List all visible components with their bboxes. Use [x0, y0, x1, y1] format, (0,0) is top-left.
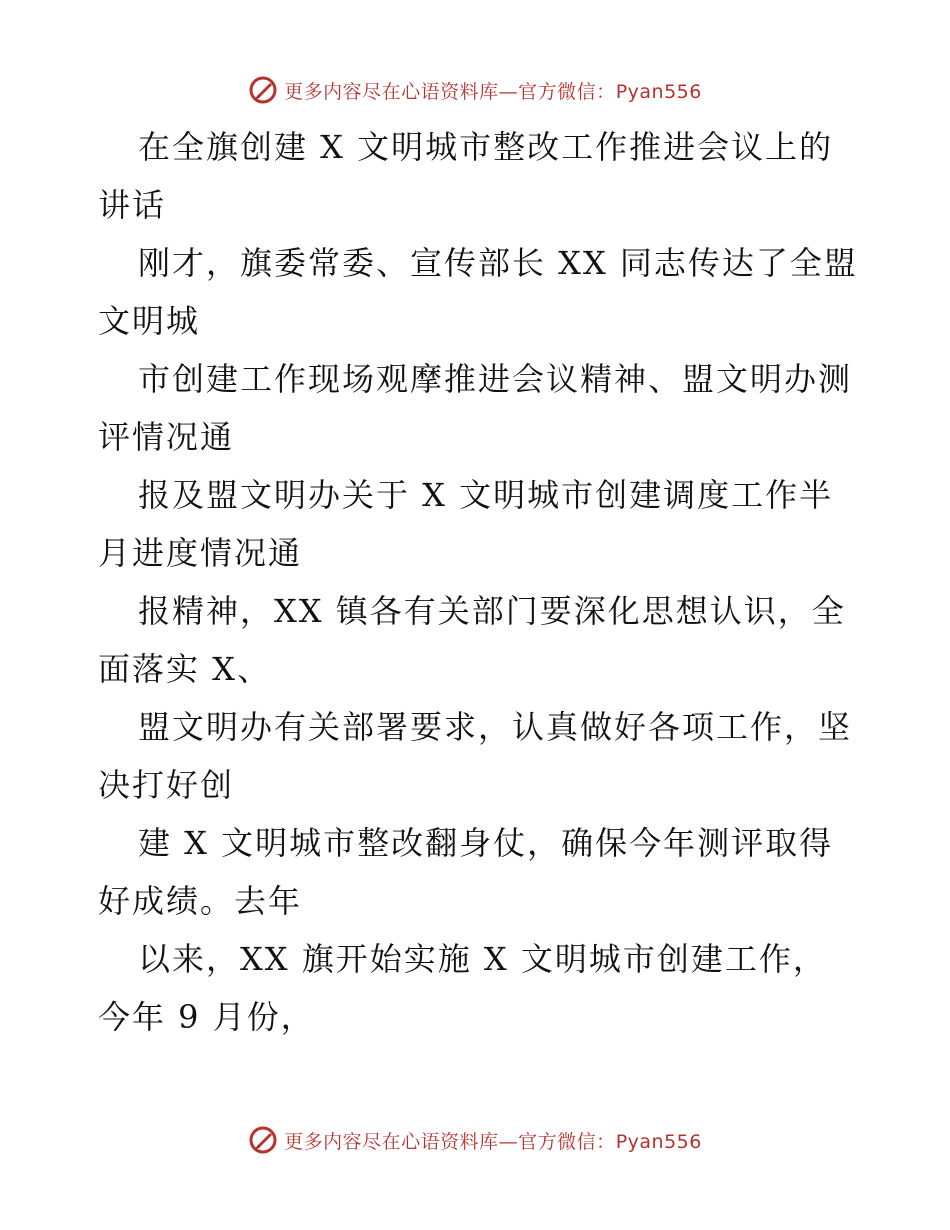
watermark-separator: —: [498, 1130, 519, 1153]
paragraph: 以来，XX 旗开始实施 X 文明城市创建工作，今年 9 月份，: [98, 940, 827, 1036]
paragraph: 建 X 文明城市整改翻身仗，确保今年测评取得好成绩。去年: [98, 824, 834, 920]
paragraph: 市创建工作现场观摩推进会议精神、盟文明办测评情况通: [98, 360, 853, 456]
watermark-wechat-id: Pyan556: [615, 80, 702, 103]
paragraph: 报精神，XX 镇各有关部门要深化思想认识，全面落实 X、: [98, 592, 846, 688]
document-body: [98, 118, 858, 1046]
footer-watermark: [0, 1120, 950, 1160]
header-watermark: [0, 70, 950, 110]
watermark-separator: —: [498, 80, 519, 103]
paragraph: 刚才，旗委常委、宣传部长 XX 同志传达了全盟文明城: [98, 244, 858, 340]
quill-logo-icon: [248, 1125, 278, 1155]
watermark-wechat-label: 官方微信：: [518, 1130, 616, 1153]
paragraph: 报及盟文明办关于 X 文明城市创建调度工作半月进度情况通: [98, 476, 834, 572]
watermark-text: [284, 1127, 702, 1154]
watermark-slogan: 更多内容尽在心语资料库: [284, 1130, 499, 1153]
watermark-wechat-id: Pyan556: [615, 1130, 702, 1153]
paragraph-title: 在全旗创建 X 文明城市整改工作推进会议上的讲话: [98, 128, 834, 224]
watermark-text: [284, 77, 702, 104]
watermark-slogan: 更多内容尽在心语资料库: [284, 80, 499, 103]
quill-logo-icon: [248, 75, 278, 105]
watermark-wechat-label: 官方微信：: [518, 80, 616, 103]
paragraph: 盟文明办有关部署要求，认真做好各项工作，坚决打好创: [98, 708, 853, 804]
